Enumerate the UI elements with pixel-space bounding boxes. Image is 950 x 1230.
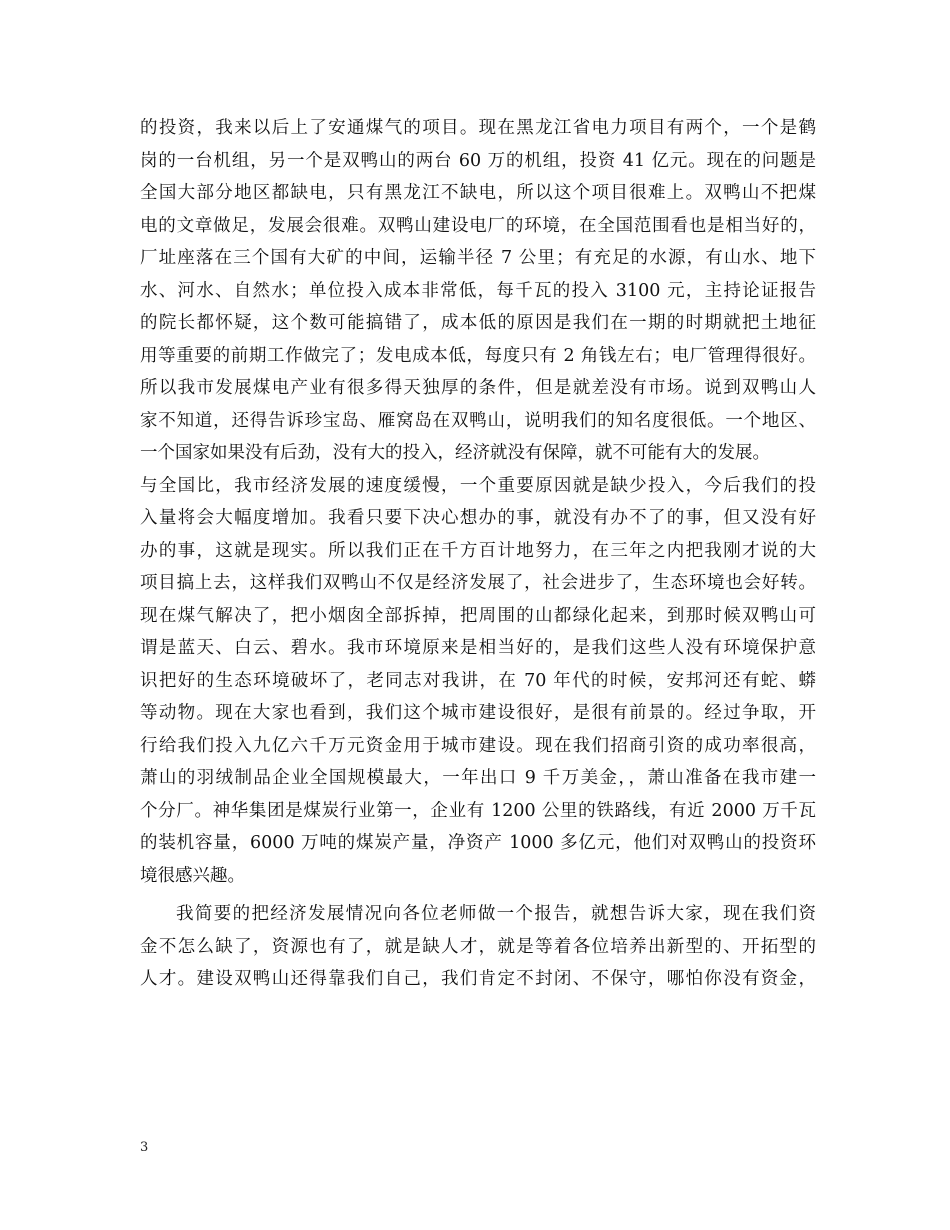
- text-line: 全国大部分地区都缺电，只有黑龙江不缺电，所以这个项目很难上。双鸭山不把煤: [140, 183, 816, 203]
- text-line: 用等重要的前期工作做完了；发电成本低，每度只有 2 角钱左右；电厂管理得很好。: [140, 345, 816, 366]
- text-line: 一个国家如果没有后劲，没有大的投入，经济就没有保障，就不可能有大的发展。: [140, 443, 770, 463]
- text-line: 的装机容量，6000 万吨的煤炭产量，净资产 1000 多亿元，他们对双鸭山的投资环: [140, 833, 816, 853]
- text-line: 识把好的生态环境破坏了，老同志对我讲，在 70 年代的时候，安邦河还有蛇、蟒: [140, 670, 816, 691]
- text-line: 电的文章做足，发展会很难。双鸭山建设电厂的环境，在全国范围看也是相当好的，: [140, 215, 816, 236]
- text-line: 现在煤气解决了，把小烟囱全部拆掉，把周围的山都绿化起来，到那时候双鸭山可: [140, 605, 816, 626]
- text-line: 境很感兴趣。: [140, 865, 245, 886]
- text-line: 行给我们投入九亿六千万元资金用于城市建设。现在我们招商引资的成功率很高，: [140, 735, 816, 756]
- page-number: 3: [140, 1140, 149, 1155]
- text-line: 家不知道，还得告诉珍宝岛、雁窝岛在双鸭山，说明我们的知名度很低。一个地区、: [140, 410, 816, 431]
- text-line: 办的事，这就是现实。所以我们正在千方百计地努力，在三年之内把我刚才说的大: [140, 540, 816, 561]
- text-line: 厂址座落在三个国有大矿的中间，运输半径 7 公里；有充足的水源，有山水、地下: [140, 248, 816, 268]
- text-line: 的院长都怀疑，这个数可能搞错了，成本低的原因是我们在一期的时期就把土地征: [140, 313, 816, 333]
- body-text: [140, 112, 816, 996]
- text-line: 岗的一台机组，另一个是双鸭山的两台 60 万的机组，投资 41 亿元。现在的问题是: [140, 150, 816, 171]
- paragraph-2: [140, 898, 816, 996]
- text-line: 人才。建设双鸭山还得靠我们自己，我们肯定不封闭、不保守，哪怕你没有资金，: [140, 969, 816, 989]
- text-line: 萧山的羽绒制品企业全国规模最大，一年出口 9 千万美金，，萧山准备在我市建一: [140, 768, 816, 788]
- text-line: 与全国比，我市经济发展的速度缓慢，一个重要原因就是缺少投入，今后我们的投: [140, 475, 816, 496]
- text-line: 的投资，我来以后上了安通煤气的项目。现在黑龙江省电力项目有两个，一个是鹤: [140, 118, 816, 138]
- text-line: 项目搞上去，这样我们双鸭山不仅是经济发展了，社会进步了，生态环境也会好转。: [140, 573, 816, 593]
- text-line: 入量将会大幅度增加。我看只要下决心想办的事，就没有办不了的事，但又没有好: [140, 508, 816, 528]
- text-line: 我简要的把经济发展情况向各位老师做一个报告，就想告诉大家，现在我们资: [176, 904, 816, 924]
- text-line: 水、河水、自然水；单位投入成本非常低，每千瓦的投入 3100 元，主持论证报告: [140, 280, 816, 301]
- text-line: 金不怎么缺了，资源也有了，就是缺人才，就是等着各位培养出新型的、开拓型的: [140, 936, 816, 957]
- text-line: 等动物。现在大家也看到，我们这个城市建设很好，是很有前景的。经过争取，开: [140, 703, 816, 723]
- text-line: 个分厂。神华集团是煤炭行业第一，企业有 1200 公里的铁路线，有近 2000 万千瓦: [140, 800, 816, 821]
- paragraph-1: [140, 112, 816, 892]
- text-line: 谓是蓝天、白云、碧水。我市环境原来是相当好的，是我们这些人没有环境保护意: [140, 638, 816, 658]
- text-line: 所以我市发展煤电产业有很多得天独厚的条件，但是就差没有市场。说到双鸭山人: [140, 378, 816, 398]
